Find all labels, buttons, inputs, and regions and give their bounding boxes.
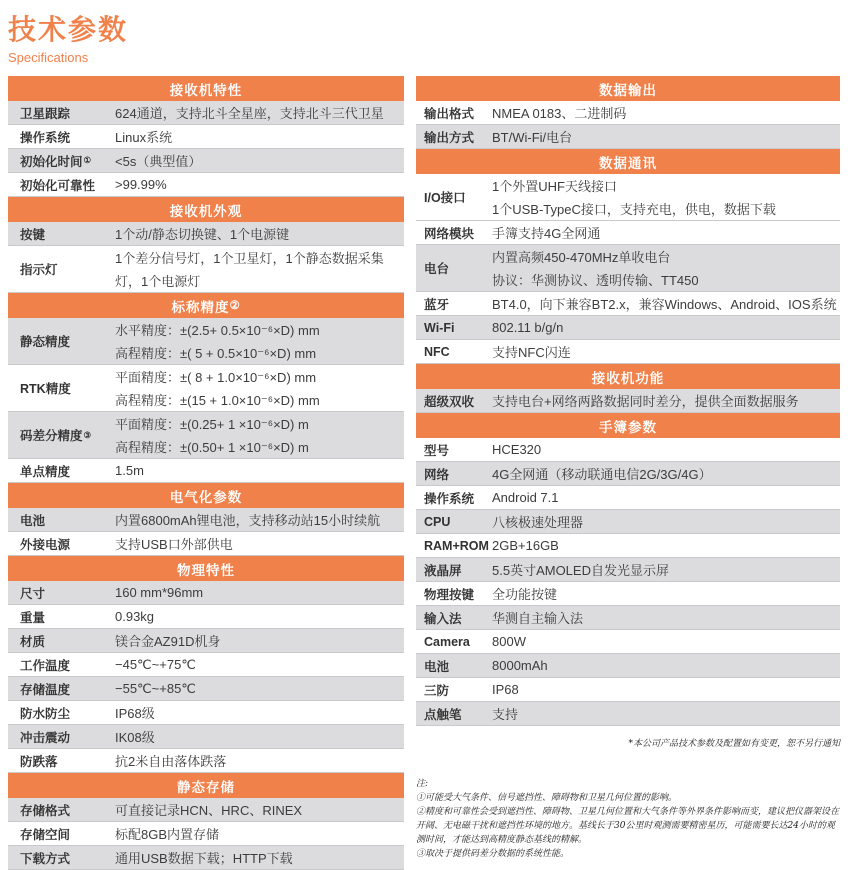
section-header — [416, 76, 840, 101]
spec-row — [416, 678, 840, 702]
spec-label — [416, 510, 492, 533]
spec-value-line: 平面精度：±( 8 + 1.0×10⁻⁶×D) mm — [115, 370, 317, 385]
spec-value-line: 可直接记录HCN、HRC、RINEX — [115, 803, 303, 818]
spec-label-text: Wi-Fi — [424, 320, 455, 335]
spec-row — [416, 534, 840, 558]
spec-value-line: 手簿支持4G全网通 — [492, 226, 601, 241]
spec-value — [115, 125, 404, 148]
spec-value-line: 平面精度：±(0.25+ 1 ×10⁻⁶×D) m — [115, 417, 309, 432]
spec-row — [416, 486, 840, 510]
spec-label — [8, 508, 115, 531]
spec-label — [416, 245, 492, 291]
spec-value-line: NMEA 0183、二进制码 — [492, 106, 627, 121]
section-header-label: 接收机外观 — [169, 203, 243, 219]
spec-row — [416, 630, 840, 654]
spec-value-line: 高程精度：±(15 + 1.0×10⁻⁶×D) mm — [115, 393, 320, 408]
spec-row — [416, 606, 840, 630]
spec-value-line: 八核极速处理器 — [492, 515, 584, 530]
spec-label-text: 操作系统 — [424, 491, 475, 506]
spec-row — [8, 822, 404, 846]
spec-value — [115, 822, 404, 845]
spec-label — [8, 653, 115, 676]
spec-value-line: 华测自主输入法 — [492, 611, 584, 626]
spec-value-line: 全功能按键 — [492, 587, 558, 602]
spec-value-line: >99.99% — [115, 177, 167, 192]
spec-row — [8, 149, 404, 173]
spec-label-text: 卫星跟踪 — [20, 106, 71, 121]
spec-label — [8, 101, 115, 124]
spec-value-line: 支持 — [492, 707, 519, 722]
spec-row — [8, 459, 404, 483]
spec-value — [115, 701, 404, 724]
spec-label — [416, 654, 492, 677]
section-header — [8, 773, 404, 798]
spec-value — [492, 221, 840, 244]
spec-label-text: Camera — [424, 634, 470, 649]
spec-label-text: 防跌落 — [20, 754, 58, 769]
spec-row — [8, 246, 404, 293]
spec-row — [416, 292, 840, 316]
section-header-label: 数据通讯 — [599, 155, 657, 171]
spec-value — [492, 486, 840, 509]
spec-value — [115, 508, 404, 531]
spec-value — [115, 318, 404, 364]
footnotes-block — [416, 777, 840, 861]
page-subtitle: Specifications — [8, 50, 89, 65]
spec-label-text: 网络 — [424, 467, 450, 482]
spec-value-line: 协议：华测协议、透明传输、TT450 — [492, 273, 699, 288]
section-header — [416, 149, 840, 174]
section-header — [8, 556, 404, 581]
spec-label — [8, 412, 115, 458]
spec-value — [115, 459, 404, 482]
spec-label — [8, 798, 115, 821]
spec-label-text: 电台 — [424, 262, 450, 276]
spec-value-line: 1.5m — [115, 463, 144, 478]
spec-label-text: 点触笔 — [424, 707, 462, 722]
spec-label — [8, 846, 115, 869]
spec-label — [8, 725, 115, 748]
right-column — [416, 76, 840, 861]
spec-label-text: 操作系统 — [20, 130, 71, 145]
spec-label-text: 液晶屏 — [424, 563, 462, 578]
spec-value — [115, 101, 404, 124]
spec-label-text: 下载方式 — [20, 851, 71, 866]
spec-row — [416, 654, 840, 678]
spec-label — [416, 316, 492, 339]
spec-value-line: 2GB+16GB — [492, 538, 559, 553]
spec-value-line: 支持NFC闪连 — [492, 345, 571, 360]
spec-value — [115, 365, 404, 411]
spec-row — [8, 701, 404, 725]
spec-label — [8, 149, 115, 172]
spec-label-text: 存储格式 — [20, 803, 71, 818]
spec-label-text: 型号 — [424, 443, 450, 458]
left-column — [8, 76, 404, 870]
spec-label-text: 网络模块 — [424, 226, 475, 241]
spec-row — [8, 173, 404, 197]
section-header-label: 接收机特性 — [169, 82, 243, 98]
spec-value-line: 高程精度：±( 5 + 0.5×10⁻⁶×D) mm — [115, 346, 317, 361]
spec-value-line: 支持电台+网络两路数据同时差分，提供全面数据服务 — [492, 394, 799, 409]
spec-label — [416, 221, 492, 244]
spec-row — [416, 389, 840, 413]
spec-row — [416, 558, 840, 582]
spec-value — [115, 653, 404, 676]
spec-value — [115, 246, 404, 292]
spec-row — [416, 340, 840, 364]
spec-value-line: Linux系统 — [115, 130, 173, 145]
spec-label-text: 电池 — [424, 659, 450, 674]
spec-value — [492, 292, 840, 315]
spec-label-text: 初始化时间 — [20, 154, 83, 169]
spec-value — [115, 532, 404, 555]
spec-value-line: IP68 — [492, 682, 519, 697]
spec-value — [492, 340, 840, 363]
spec-label-text: 尺寸 — [20, 586, 46, 601]
spec-table — [8, 773, 404, 870]
spec-table — [8, 293, 404, 483]
spec-label-text: CPU — [424, 514, 451, 529]
spec-label-text: 工作温度 — [20, 658, 71, 673]
spec-value — [115, 846, 404, 869]
section-header — [8, 293, 404, 318]
spec-label-text: 存储空间 — [20, 827, 71, 842]
spec-row — [8, 605, 404, 629]
spec-row — [416, 174, 840, 221]
spec-label-text: NFC — [424, 344, 450, 359]
spec-row — [416, 101, 840, 125]
spec-label-superscript: ① — [83, 155, 92, 166]
spec-label — [416, 678, 492, 701]
spec-row — [416, 245, 840, 292]
spec-label — [416, 606, 492, 629]
spec-label — [416, 340, 492, 363]
spec-label-text: 初始化可靠性 — [20, 178, 96, 193]
spec-table — [416, 76, 840, 149]
spec-row — [8, 846, 404, 870]
disclaimer-note: *本公司产品技术参数及配置如有变更，恕不另行通知 — [628, 739, 840, 749]
section-header — [8, 483, 404, 508]
spec-row — [416, 702, 840, 726]
spec-value — [492, 245, 840, 291]
spec-label — [416, 438, 492, 461]
spec-table — [8, 76, 404, 197]
spec-label-text: 物理按键 — [424, 587, 475, 602]
spec-label — [416, 702, 492, 725]
spec-value-line: 1个差分信号灯，1个卫星灯，1个静态数据采集 — [115, 251, 384, 266]
spec-label — [8, 459, 115, 482]
section-header — [416, 364, 840, 389]
spec-label — [8, 125, 115, 148]
spec-value-line: BT4.0，向下兼容BT2.x，兼容Windows、Android、IOS系统 — [492, 297, 837, 312]
spec-label — [8, 605, 115, 628]
spec-value — [492, 582, 840, 605]
spec-value — [492, 534, 840, 557]
spec-value-line: 624通道，支持北斗全星座，支持北斗三代卫星 — [115, 106, 384, 121]
spec-row — [8, 653, 404, 677]
spec-row — [416, 316, 840, 340]
spec-value — [115, 149, 404, 172]
section-header-label: 静态存储 — [177, 779, 235, 795]
spec-row — [416, 462, 840, 486]
section-header — [416, 413, 840, 438]
spec-value-line: 0.93kg — [115, 609, 155, 624]
spec-label-text: RTK精度 — [20, 382, 71, 396]
spec-label — [416, 292, 492, 315]
spec-value-line: 802.11 b/g/n — [492, 320, 564, 335]
spec-value-line: 800W — [492, 634, 526, 649]
spec-label — [416, 630, 492, 653]
spec-columns — [8, 76, 840, 870]
spec-label — [416, 558, 492, 581]
spec-value-line: 通用USB数据下载；HTTP下载 — [115, 851, 293, 866]
spec-row — [8, 749, 404, 773]
section-header-label: 电气化参数 — [169, 489, 243, 505]
spec-row — [8, 725, 404, 749]
spec-label-text: 冲击震动 — [20, 730, 71, 745]
spec-label — [8, 822, 115, 845]
spec-value — [492, 101, 840, 124]
spec-label — [416, 125, 492, 148]
section-header-label: 接收机功能 — [591, 370, 665, 386]
spec-table — [416, 413, 840, 726]
spec-value — [115, 798, 404, 821]
spec-value — [492, 125, 840, 148]
footnote-line: ②精度和可靠性会受到遮挡性、障碍物、卫星几何位置和大气条件等外界条件影响而变，建议把仪器架设在开阔、无电磁干扰和遮挡性环境的地方。基线长于30公里时观测需要精密星历，可能需要长达24小时的观测时间，才能达到高精度静态基线的精解。 — [416, 807, 840, 845]
spec-label — [416, 462, 492, 485]
spec-label — [8, 629, 115, 652]
spec-row — [8, 222, 404, 246]
spec-value-line: IP68级 — [115, 706, 155, 721]
spec-row — [8, 508, 404, 532]
spec-row — [8, 532, 404, 556]
spec-label-text: 指示灯 — [20, 263, 58, 277]
spec-row — [8, 318, 404, 365]
spec-value-line: −55℃~+85℃ — [115, 680, 196, 696]
spec-value-line: 内置6800mAh锂电池，支持移动站15小时续航 — [115, 513, 381, 528]
spec-row — [8, 365, 404, 412]
spec-value-line: 镁合金AZ91D机身 — [115, 634, 221, 649]
spec-value-line: 1个USB-TypeC接口，支持充电，供电，数据下载 — [492, 202, 776, 217]
spec-label-text: 码差分精度 — [20, 429, 83, 443]
spec-label — [416, 101, 492, 124]
spec-value — [492, 654, 840, 677]
footnotes-title: 注: — [416, 779, 429, 789]
spec-value-line: 灯，1个电源灯 — [115, 274, 201, 289]
spec-value — [115, 222, 404, 245]
spec-value-line: 内置高频450-470MHz单收电台 — [492, 250, 671, 265]
spec-label-text: 三防 — [424, 683, 450, 698]
spec-value-line: <5s（典型值） — [115, 154, 202, 169]
spec-label-text: 按键 — [20, 227, 46, 242]
spec-label — [8, 532, 115, 555]
spec-row — [8, 101, 404, 125]
spec-value — [492, 606, 840, 629]
spec-label-text: RAM+ROM — [424, 538, 489, 553]
spec-value — [492, 174, 840, 220]
spec-row — [416, 510, 840, 534]
spec-value — [492, 702, 840, 725]
spec-value-line: HCE320 — [492, 442, 542, 457]
spec-value-line: Android 7.1 — [492, 490, 559, 505]
section-header — [8, 197, 404, 222]
spec-value-line: 5.5英寸AMOLED自发光显示屏 — [492, 563, 669, 578]
spec-label — [8, 246, 115, 292]
spec-value — [115, 629, 404, 652]
spec-value — [115, 677, 404, 700]
spec-label — [8, 749, 115, 772]
spec-value-line: 支持USB口外部供电 — [115, 537, 233, 552]
spec-value — [492, 630, 840, 653]
footnote-line: ③取决于提供码差分数据的系统性能。 — [416, 849, 570, 859]
spec-label — [8, 701, 115, 724]
spec-row — [8, 125, 404, 149]
spec-value — [115, 173, 404, 196]
spec-row — [8, 581, 404, 605]
spec-table — [8, 556, 404, 773]
spec-row — [8, 677, 404, 701]
spec-label — [8, 581, 115, 604]
spec-label — [8, 365, 115, 411]
spec-value-line: 抗2米自由落体跌落 — [115, 754, 227, 769]
spec-row — [8, 629, 404, 653]
spec-label-text: 材质 — [20, 634, 46, 649]
spec-row — [416, 438, 840, 462]
spec-label-text: 蓝牙 — [424, 297, 450, 312]
spec-label-text: 输出格式 — [424, 106, 475, 121]
spec-label — [416, 534, 492, 557]
spec-label — [416, 174, 492, 220]
spec-label-text: 存储温度 — [20, 682, 71, 697]
page-title: 技术参数 — [8, 14, 129, 45]
spec-value — [115, 749, 404, 772]
spec-value-line: −45℃~+75℃ — [115, 656, 196, 672]
spec-label — [416, 486, 492, 509]
section-header-label: 标称精度 — [171, 299, 230, 315]
spec-label — [416, 389, 492, 412]
spec-label-text: 超级双收 — [424, 394, 475, 409]
section-header-superscript: ② — [229, 300, 241, 312]
spec-row — [416, 582, 840, 606]
spec-value — [492, 462, 840, 485]
spec-value-line: IK08级 — [115, 730, 155, 745]
spec-label-text: 外接电源 — [20, 537, 71, 552]
spec-label-superscript: ③ — [83, 429, 92, 440]
spec-value-line: 1个外置UHF天线接口 — [492, 179, 617, 194]
spec-row — [8, 412, 404, 459]
spec-row — [416, 125, 840, 149]
section-header-label: 数据输出 — [599, 82, 657, 98]
spec-value-line: BT/Wi-Fi/电台 — [492, 130, 573, 145]
spec-value-line: 8000mAh — [492, 658, 548, 673]
spec-value — [492, 316, 840, 339]
spec-label-text: I/O接口 — [424, 191, 466, 205]
spec-label — [8, 173, 115, 196]
spec-label-text: 静态精度 — [20, 335, 71, 349]
spec-table — [416, 149, 840, 364]
spec-value-line: 水平精度：±(2.5+ 0.5×10⁻⁶×D) mm — [115, 323, 320, 338]
spec-value-line: 标配8GB内置存储 — [115, 827, 220, 842]
spec-label — [8, 222, 115, 245]
spec-value-line: 160 mm*96mm — [115, 585, 204, 600]
spec-value — [115, 605, 404, 628]
spec-value — [492, 558, 840, 581]
spec-label — [8, 677, 115, 700]
spec-value-line: 4G全网通（移动联通电信2G/3G/4G） — [492, 467, 712, 482]
spec-value — [115, 725, 404, 748]
section-header-label: 手簿参数 — [599, 419, 657, 435]
spec-label — [8, 318, 115, 364]
spec-label-text: 电池 — [20, 513, 46, 528]
spec-label-text: 防水防尘 — [20, 706, 71, 721]
spec-value — [115, 412, 404, 458]
spec-row — [8, 798, 404, 822]
spec-table — [8, 483, 404, 556]
spec-row — [416, 221, 840, 245]
section-header-label: 物理特性 — [177, 562, 235, 578]
spec-value-line: 高程精度：±(0.50+ 1 ×10⁻⁶×D) m — [115, 440, 309, 455]
spec-value-line: 1个动/静态切换键、1个电源键 — [115, 227, 290, 242]
spec-label-text: 重量 — [20, 610, 46, 625]
spec-value — [115, 581, 404, 604]
spec-table — [416, 364, 840, 413]
spec-label-text: 输入法 — [424, 611, 462, 626]
spec-label — [416, 582, 492, 605]
spec-value — [492, 678, 840, 701]
spec-table — [8, 197, 404, 293]
spec-value — [492, 510, 840, 533]
section-header — [8, 76, 404, 101]
spec-label-text: 单点精度 — [20, 464, 71, 479]
spec-value — [492, 438, 840, 461]
spec-value — [492, 389, 840, 412]
footnote-line: ①可能受大气条件、信号遮挡性、障碍物和卫星几何位置的影响。 — [416, 793, 678, 803]
spec-label-text: 输出方式 — [424, 130, 475, 145]
